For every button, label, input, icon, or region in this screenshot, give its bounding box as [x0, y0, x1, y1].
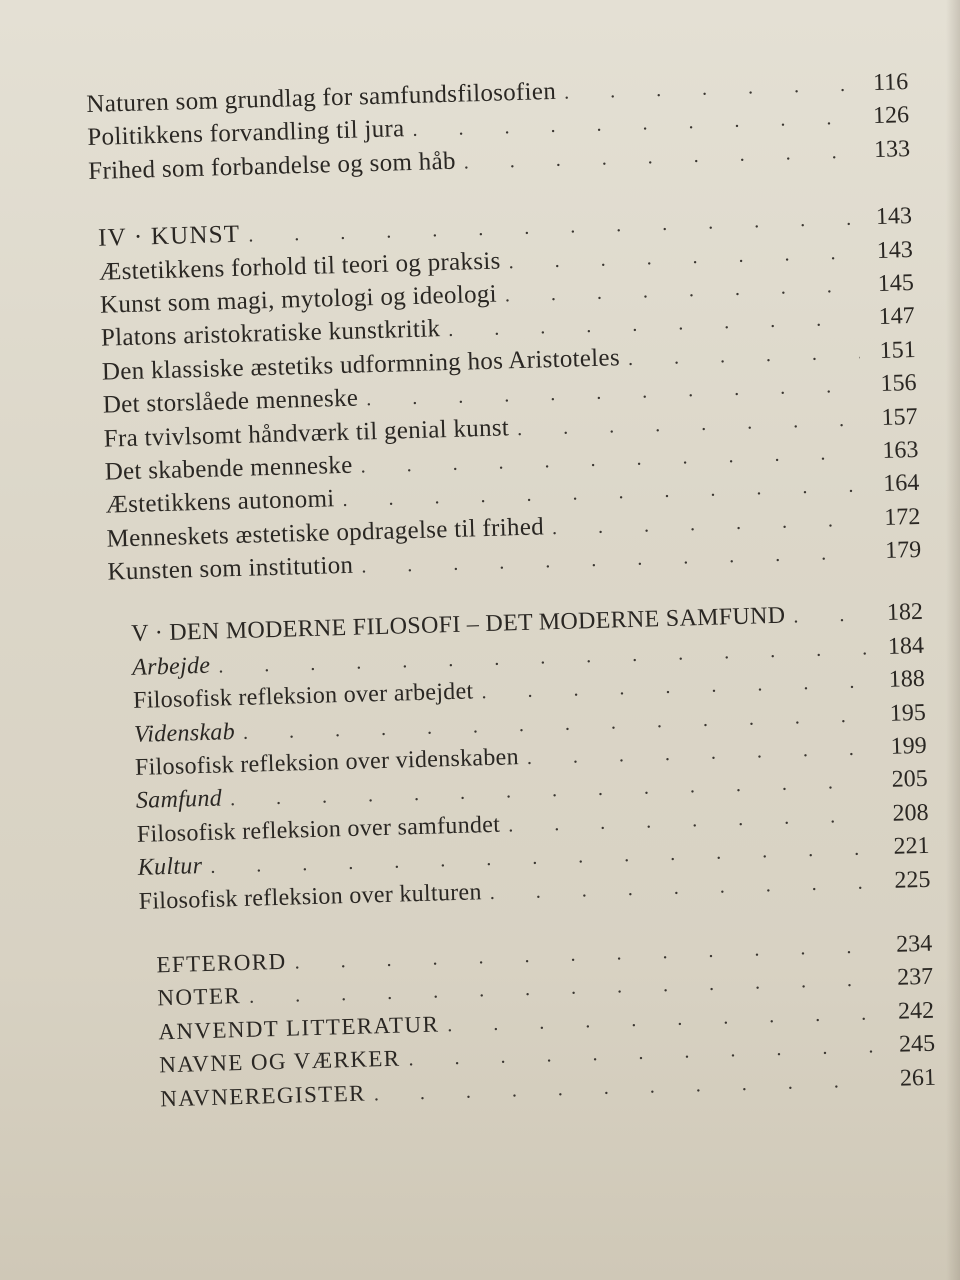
toc-entry-title: Filosofisk refleksion over kulturen	[138, 878, 483, 915]
toc-entry-title: Arbejde	[131, 652, 211, 681]
toc-entry-page: 182	[886, 599, 924, 627]
toc-entry-page: 221	[893, 832, 930, 860]
toc-entry-title: Kunst som magi, mytologi og ideologi	[99, 280, 498, 319]
toc-entry-title: ANVENDT LITTERATUR	[158, 1011, 440, 1045]
toc-section-moderne-filosofi	[131, 596, 931, 919]
toc-entry-title: Politikkens forvandling til jura	[87, 115, 405, 152]
dot-leader	[793, 599, 868, 634]
toc-entry-page: 145	[877, 269, 915, 297]
toc-entry-page: 237	[896, 964, 934, 992]
toc-entry-title: Æstetikkens autonomi	[105, 485, 335, 519]
toc-section-kunst	[98, 199, 922, 589]
toc-entry-title: V · DEN MODERNE FILOSOFI – DET MODERNE SAMFUND	[130, 603, 786, 648]
toc-entry-title: Filosofisk refleksion over samfundet	[136, 811, 501, 848]
toc-entry-title: IV · KUNST	[97, 220, 241, 252]
toc-entry-page: 156	[880, 370, 917, 398]
toc-entry-page: 147	[878, 303, 916, 331]
toc-entry-page: 151	[879, 336, 916, 364]
toc-entry-page: 184	[887, 632, 925, 660]
toc-entry-title: EFTERORD	[156, 948, 287, 978]
toc-entry-title: Fra tvivlsomt håndværk til genial kunst	[103, 413, 510, 453]
toc-entry-page: 143	[876, 236, 914, 264]
toc-entry-page: 195	[889, 699, 927, 727]
toc-entry-page: 208	[892, 799, 929, 827]
toc-entry-page: 164	[883, 470, 920, 498]
toc-entry-title: Det skabende menneske	[104, 451, 353, 486]
toc-entry-title: Kultur	[137, 853, 203, 882]
toc-entry-page: 157	[881, 403, 918, 431]
toc-entry-page: 225	[894, 866, 931, 894]
toc-entry-page: 234	[895, 930, 933, 958]
toc-entry-page: 172	[883, 503, 921, 531]
toc-entry-title: Kunsten som institution	[107, 551, 354, 586]
toc-entry-title: Naturen som grundlag for samfundsfilosofien	[86, 77, 557, 118]
toc-entry-page: 205	[891, 766, 928, 794]
toc-entry-page: 245	[898, 1030, 936, 1058]
table-of-contents	[86, 65, 936, 1116]
toc-entry-title: Samfund	[135, 785, 223, 815]
toc-entry-title: NAVNE OG VÆRKER	[158, 1045, 401, 1078]
toc-entry-page: 199	[890, 732, 928, 760]
toc-entry-title: NOTER	[157, 983, 242, 1011]
toc-section-3-continued	[86, 65, 910, 188]
toc-entry-page: 242	[897, 997, 935, 1025]
toc-entry-title: Filosofisk refleksion over arbejdet	[132, 678, 474, 715]
toc-section-back-matter	[156, 927, 936, 1116]
toc-entry-page: 179	[884, 536, 922, 564]
toc-entry-title: Den klassiske æstetiks udformning hos Aristoteles	[101, 343, 621, 386]
toc-entry-page: 261	[899, 1064, 937, 1092]
toc-entry-page: 163	[882, 436, 919, 464]
toc-entry-title: NAVNEREGISTER	[159, 1080, 367, 1111]
toc-entry-page: 126	[872, 102, 910, 130]
toc-entry-title: Videnskab	[133, 718, 236, 748]
toc-entry-title: Æstetikkens forhold til teori og praksis	[98, 247, 501, 286]
toc-entry-page: 133	[873, 135, 911, 163]
toc-entry-title: Frihed som forbandelse og som håb	[87, 147, 457, 185]
toc-entry-title: Platons aristokratiske kunstkritik	[100, 315, 441, 353]
toc-entry-page: 143	[875, 203, 913, 231]
toc-entry-page: 116	[872, 69, 909, 97]
toc-entry-title: Det storslåede menneske	[102, 384, 359, 419]
toc-entry-title: Menneskets æstetiske opdragelse til frihed	[106, 513, 545, 553]
toc-entry-page: 188	[888, 666, 926, 694]
toc-entry-title: Filosofisk refleksion over videnskaben	[134, 744, 520, 781]
